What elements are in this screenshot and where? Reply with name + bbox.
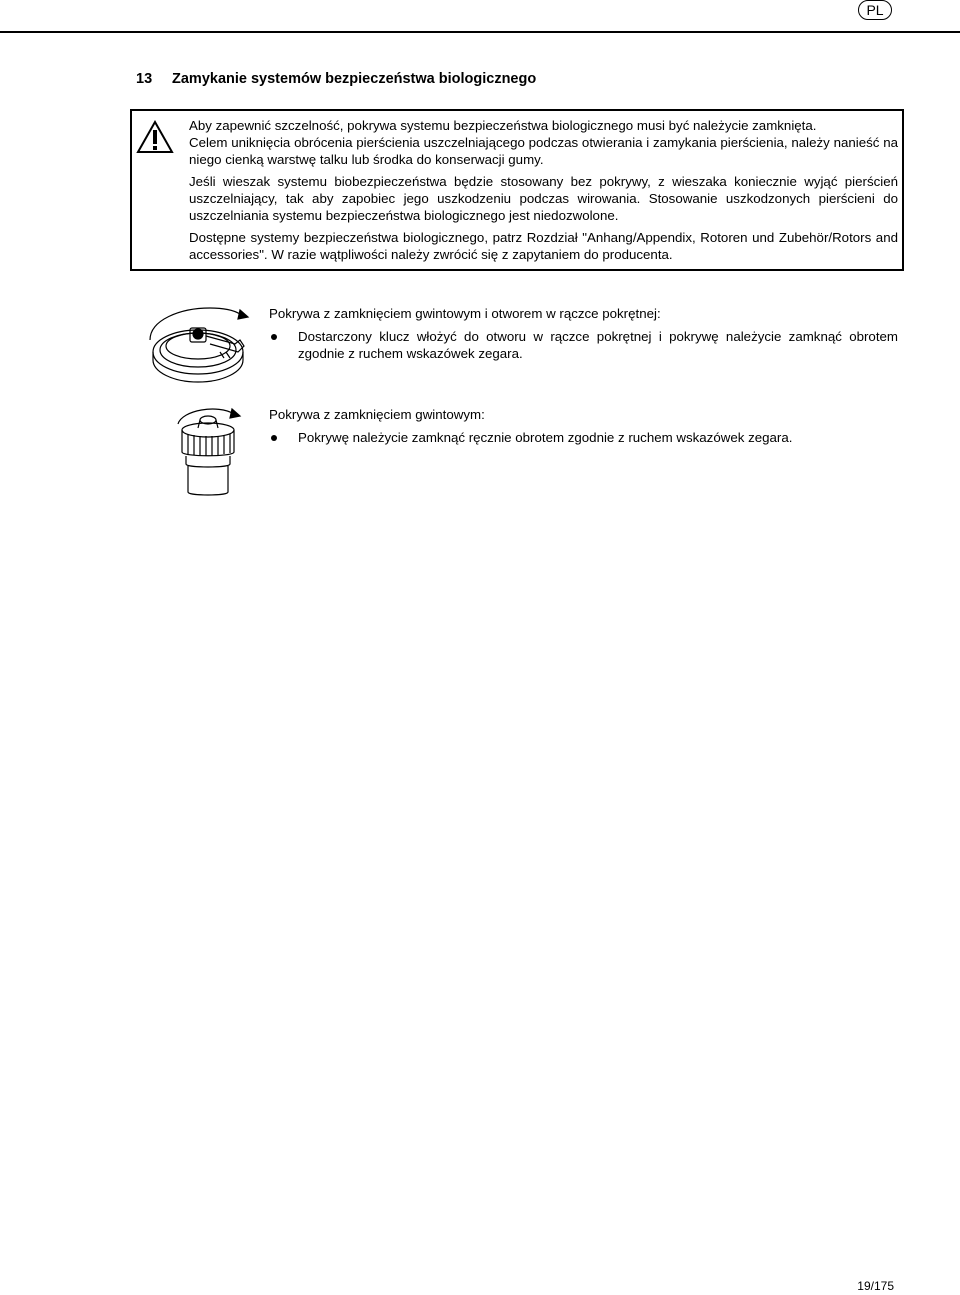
- screw-lid-with-handle-hole-illustration: [140, 300, 260, 390]
- page-number: 19/175: [857, 1279, 894, 1293]
- section-title: Zamykanie systemów bezpieczeństwa biologicznego: [172, 71, 537, 87]
- instruction-bullet: [269, 328, 898, 362]
- instruction-bullet: [269, 429, 898, 446]
- section-heading: [136, 71, 536, 87]
- instruction-bullet-text: Dostarczony klucz włożyć do otworu w rączce pokrętnej i pokrywę należycie zamknąć obrotem zgodnie z ruchem wskazówek zegara.: [298, 329, 898, 361]
- instruction-title: Pokrywa z zamknięciem gwintowym i otworem w rączce pokrętnej:: [269, 306, 661, 321]
- warning-triangle-icon: [136, 120, 174, 154]
- bullet-icon: [271, 435, 277, 441]
- section-number: 13: [136, 71, 153, 87]
- language-badge: PL: [858, 0, 892, 20]
- warning-paragraph: Jeśli wieszak systemu biobezpieczeństwa będzie stosowany bez pokrywy, z wieszaka koniecznie wyjąć pierścień uszczelniający, tak aby zapobiec jego uszkodzeniu podczas wirowania. Stosowanie uszkodzonych pierścieni do uszczelniania systemu bezpieczeństwa biologicznego jest niedozwolone.: [189, 174, 898, 223]
- warning-paragraph: Celem uniknięcia obrócenia pierścienia uszczelniającego podczas otwierania i zamykania pierścienia, należy nanieść na niego cienką warstwę talku lub środka do konserwacji gumy.: [189, 135, 898, 167]
- warning-paragraph: Aby zapewnić szczelność, pokrywa systemu bezpieczeństwa biologicznego musi być należycie zamknięta.: [189, 118, 817, 133]
- instruction-title: Pokrywa z zamknięciem gwintowym:: [269, 407, 485, 422]
- bullet-icon: [271, 334, 277, 340]
- screw-cap-container-illustration: [160, 402, 256, 498]
- instruction-block: [269, 406, 898, 446]
- header-rule: [0, 31, 960, 33]
- instruction-bullet-text: Pokrywę należycie zamknąć ręcznie obrotem zgodnie z ruchem wskazówek zegara.: [298, 430, 793, 445]
- instruction-block: [269, 305, 898, 362]
- warning-paragraph: Dostępne systemy bezpieczeństwa biologicznego, patrz Rozdział "Anhang/Appendix, Rotoren und Zubehör/Rotors and accessories". W razie wątpliwości należy zwrócić się z zapytaniem do producenta.: [189, 230, 898, 262]
- warning-text: [189, 117, 898, 268]
